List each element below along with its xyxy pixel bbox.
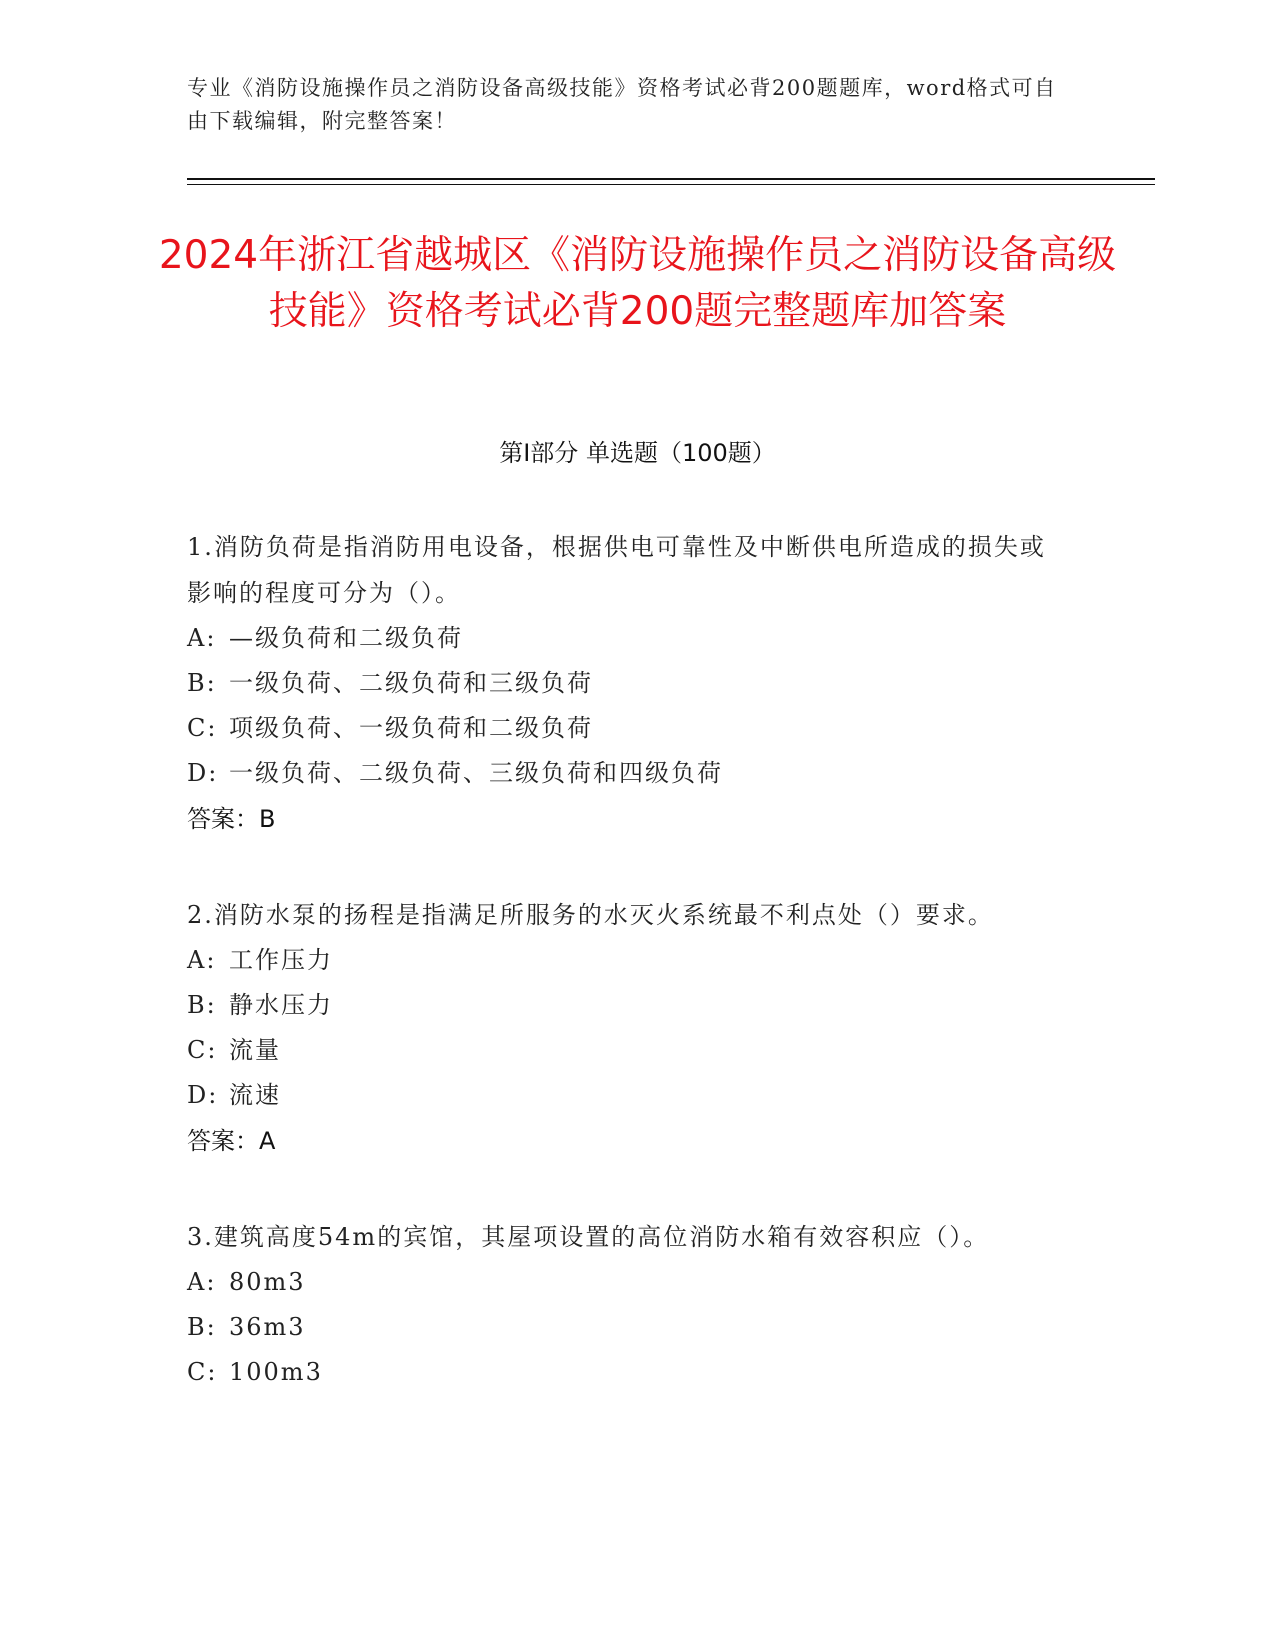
option-a (187, 1260, 1067, 1305)
question-item (187, 892, 1067, 1164)
option-text: 静水压力 (229, 991, 333, 1019)
option-c (187, 1028, 1067, 1073)
option-key: B: (187, 1313, 217, 1341)
option-b (187, 983, 1067, 1028)
option-text: 一级负荷、二级负荷和三级负荷 (229, 669, 593, 697)
option-key: A: (187, 946, 217, 974)
option-b (187, 661, 1067, 706)
option-key: D: (187, 1081, 219, 1109)
option-key: C: (187, 1358, 218, 1386)
option-key: A: (187, 624, 217, 652)
option-text: 100m3 (229, 1358, 323, 1386)
option-d (187, 751, 1067, 796)
option-text: 工作压力 (229, 946, 333, 974)
option-text: 36m3 (229, 1313, 306, 1341)
option-key: C: (187, 1036, 218, 1064)
option-text: 一级负荷、二级负荷、三级负荷和四级负荷 (229, 759, 723, 787)
option-c (187, 1350, 1067, 1395)
option-b (187, 1305, 1067, 1350)
header-note: 专业《消防设施操作员之消防设备高级技能》资格考试必背200题题库，word格式可自由下载编辑，附完整答案！ (187, 76, 1057, 133)
answer-line: 答案：A (187, 1127, 276, 1155)
option-c (187, 706, 1067, 751)
answer-line: 答案：B (187, 805, 276, 833)
question-stem: 1.消防负荷是指消防用电设备，根据供电可靠性及中断供电所造成的损失或影响的程度可分为（）。 (187, 533, 1046, 607)
option-key: D: (187, 759, 219, 787)
question-stem: 2.消防水泵的扬程是指满足所服务的水灭火系统最不利点处（）要求。 (187, 901, 994, 929)
question-stem: 3.建筑高度54m的宾馆，其屋项设置的高位消防水箱有效容积应（）。 (187, 1223, 990, 1251)
question-list (187, 524, 1067, 1445)
option-d (187, 1073, 1067, 1118)
option-text: 项级负荷、一级负荷和二级负荷 (229, 714, 593, 742)
header-divider-thin (187, 184, 1155, 185)
option-text: 流速 (229, 1081, 281, 1109)
option-key: C: (187, 714, 218, 742)
option-text: —级负荷和二级负荷 (229, 624, 463, 652)
document-title: 2024年浙江省越城区《消防设施操作员之消防设备高级技能》资格考试必背200题完整题库加答案 (158, 233, 1117, 334)
section-heading: 第Ⅰ部分 单选题（100题） (499, 439, 776, 467)
header-divider-thick (187, 178, 1155, 180)
question-item (187, 524, 1067, 842)
question-item (187, 1214, 1067, 1395)
option-key: B: (187, 991, 217, 1019)
option-key: A: (187, 1268, 217, 1296)
option-key: B: (187, 669, 217, 697)
option-a (187, 616, 1067, 661)
option-a (187, 938, 1067, 983)
option-text: 80m3 (229, 1268, 306, 1296)
option-text: 流量 (229, 1036, 281, 1064)
